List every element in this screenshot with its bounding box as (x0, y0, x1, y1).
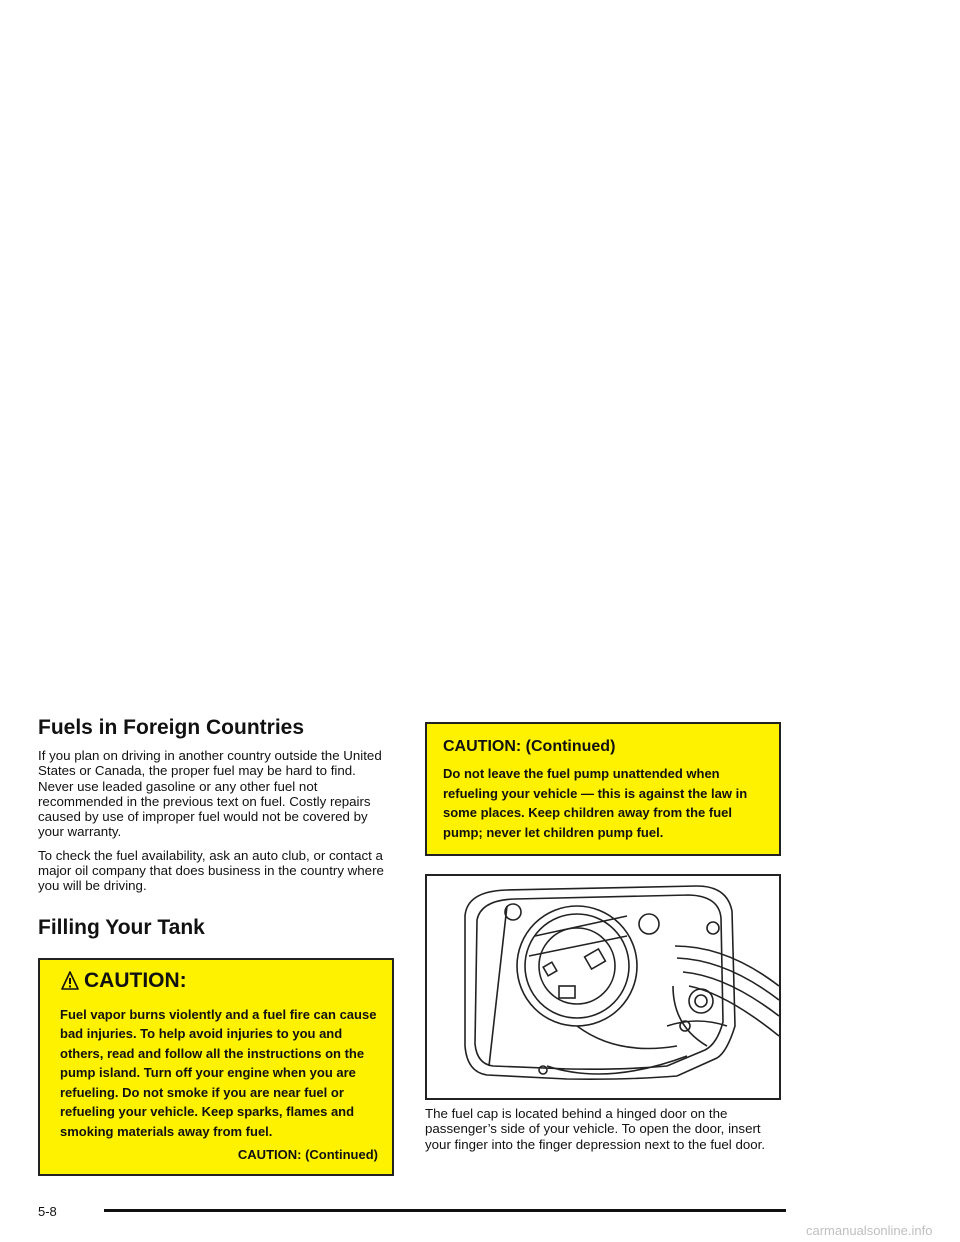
caution-text: Fuel vapor burns violently and a fuel fire can cause bad injuries. To help avoid injuries to you and others, read and follow all the instructions on the pump island. Turn off your engine when you are refueling. Do not smoke if you are near fuel or refueling your vehicle. Keep sparks, flames and smoking materials away from fuel. (60, 1006, 377, 1139)
fuel-door-figure (425, 874, 781, 1100)
paragraph-fuel-cap: The fuel cap is located behind a hinged door on the passenger’s side of your vehicle. To open the door, insert your finger into the finger depression next to the fuel door. (425, 1106, 766, 1152)
page-number: 5-8 (38, 1204, 57, 1219)
left-column (38, 716, 394, 1176)
caution-continued-text: Do not leave the fuel pump unattended when refueling your vehicle — this is against the law in some places. Keep children away from the fuel pump; never let children pump fuel. (443, 766, 748, 840)
fuel-door-illustration (427, 876, 779, 1098)
footer-rule (104, 1209, 786, 1212)
caution-continued-title: CAUTION: (Continued) (443, 738, 616, 755)
caution-header (60, 969, 378, 993)
paragraph-fuels-foreign-1: If you plan on driving in another country outside the United States or Canada, the proper fuel may be hard to find. Never use leaded gasoline or any other fuel not recommended in the previous text on fuel. Costly repairs caused by use of improper fuel would not be covered by your warranty. (38, 748, 382, 840)
section-title-filling-tank: Filling Your Tank (38, 915, 205, 939)
paragraph-fuels-foreign-2: To check the fuel availability, ask an auto club, or contact a major oil company that does business in the country where you will be driving. (38, 847, 384, 894)
watermark: carmanualsonline.info (806, 1223, 933, 1238)
caution-box (38, 958, 394, 1176)
caution-title: CAUTION: (84, 968, 187, 992)
section-title-fuels-foreign: Fuels in Foreign Countries (38, 716, 305, 739)
right-column (425, 722, 781, 1160)
caution-triangle-icon (60, 970, 80, 992)
caution-continued-box (425, 722, 781, 856)
caution-continued: CAUTION: (Continued) (237, 1147, 378, 1163)
